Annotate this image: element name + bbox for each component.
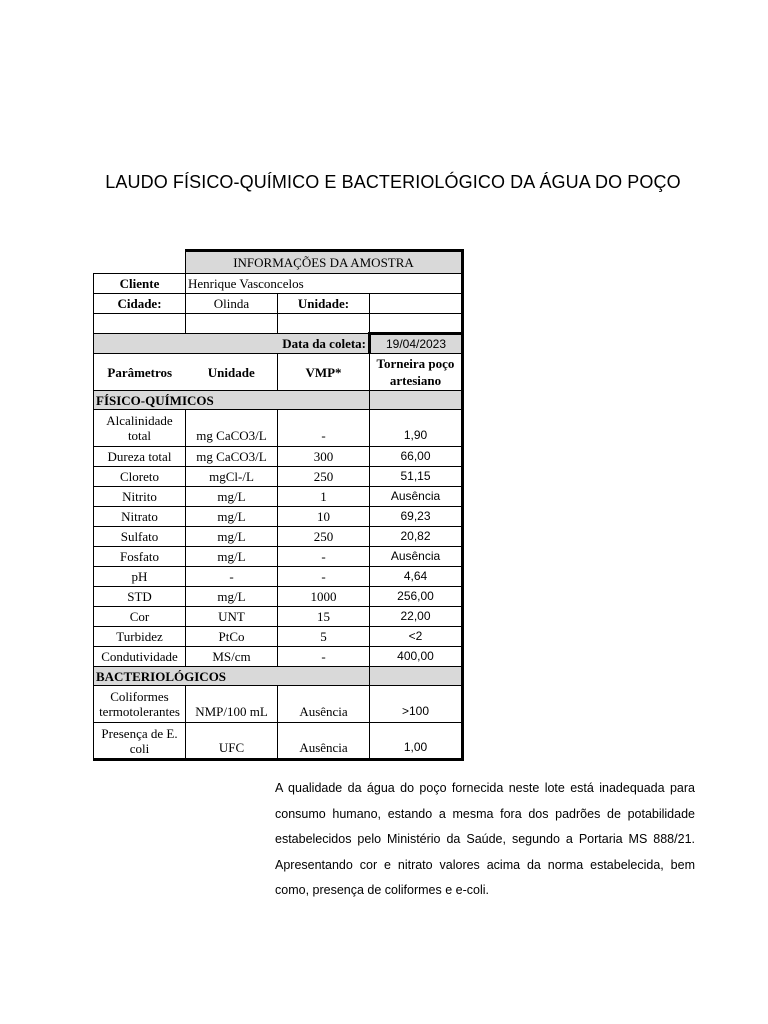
unit-cell: mg/L — [186, 547, 278, 567]
unit-cell: mg CaCO3/L — [186, 447, 278, 467]
sample-info-header-text: INFORMAÇÕES DA AMOSTRA — [233, 255, 414, 270]
value-cell: Ausência — [370, 547, 463, 567]
vmp-cell: 250 — [278, 467, 370, 487]
col-unidade: Unidade — [186, 354, 278, 391]
col-amostra: Torneira poço artesiano — [370, 354, 463, 391]
table-row — [94, 507, 463, 527]
value-cell: 69,23 — [370, 507, 463, 527]
bacterio-rows — [94, 686, 463, 760]
unit-cell: - — [186, 567, 278, 587]
table-row — [94, 567, 463, 587]
param-cell: Nitrito — [94, 487, 186, 507]
vmp-cell: 5 — [278, 627, 370, 647]
unit-cell: NMP/100 mL — [186, 686, 278, 723]
results-table — [93, 249, 464, 761]
value-cell: 20,82 — [370, 527, 463, 547]
col-parametros: Parâmetros — [94, 354, 186, 391]
cliente-value: Henrique Vasconcelos — [186, 274, 463, 294]
unit-cell: mg CaCO3/L — [186, 410, 278, 447]
table-row — [94, 607, 463, 627]
param-cell: pH — [94, 567, 186, 587]
vmp-cell: Ausência — [278, 723, 370, 760]
value-cell: 4,64 — [370, 567, 463, 587]
param-cell: Dureza total — [94, 447, 186, 467]
col-vmp: VMP* — [278, 354, 370, 391]
table-row — [94, 686, 463, 723]
unit-cell: UNT — [186, 607, 278, 627]
conclusion-text: A qualidade da água do poço fornecida neste lote está inadequada para consumo humano, estando a mesma fora dos padrões de potabilidade estabelecidos pelo Ministério da Saúde, segundo a Portaria MS 888/21. Apresentando cor e nitrato valores acima da norma estabelecida, bem como, presença de coliformes e e-coli. — [275, 781, 695, 898]
unidade-value — [370, 294, 463, 314]
value-cell: 256,00 — [370, 587, 463, 607]
param-cell: Sulfato — [94, 527, 186, 547]
cidade-value: Olinda — [186, 294, 278, 314]
unit-cell: PtCo — [186, 627, 278, 647]
value-cell: 1,00 — [370, 723, 463, 760]
vmp-cell: 300 — [278, 447, 370, 467]
param-cell: Alcalinidade total — [94, 410, 186, 447]
vmp-cell: - — [278, 547, 370, 567]
cliente-label: Cliente — [94, 274, 186, 294]
vmp-cell: 1 — [278, 487, 370, 507]
vmp-cell: - — [278, 410, 370, 447]
table-row — [94, 410, 463, 447]
table-row — [94, 647, 463, 667]
unit-cell: mgCl-/L — [186, 467, 278, 487]
document-title: LAUDO FÍSICO-QUÍMICO E BACTERIOLÓGICO DA ÁGUA DO POÇO — [105, 172, 681, 192]
param-cell: Turbidez — [94, 627, 186, 647]
param-cell: Cloreto — [94, 467, 186, 487]
param-cell: Cor — [94, 607, 186, 627]
fisico-rows — [94, 410, 463, 667]
value-cell: 400,00 — [370, 647, 463, 667]
vmp-cell: Ausência — [278, 686, 370, 723]
value-cell: <2 — [370, 627, 463, 647]
table-row — [94, 587, 463, 607]
cidade-label: Cidade: — [94, 294, 186, 314]
unit-cell: MS/cm — [186, 647, 278, 667]
table-row — [94, 447, 463, 467]
unit-cell: mg/L — [186, 487, 278, 507]
sample-info-header — [186, 251, 463, 274]
table-row — [94, 627, 463, 647]
value-cell: Ausência — [370, 487, 463, 507]
value-cell: 66,00 — [370, 447, 463, 467]
table-row — [94, 723, 463, 760]
value-cell: 51,15 — [370, 467, 463, 487]
param-cell: Fosfato — [94, 547, 186, 567]
unit-cell: mg/L — [186, 527, 278, 547]
unit-cell: mg/L — [186, 507, 278, 527]
unit-cell: UFC — [186, 723, 278, 760]
section-fisico: FÍSICO-QUÍMICOS — [94, 391, 370, 410]
vmp-cell: 250 — [278, 527, 370, 547]
value-cell: 1,90 — [370, 410, 463, 447]
table-row — [94, 527, 463, 547]
data-coleta-value: 19/04/2023 — [370, 334, 463, 354]
param-cell: Nitrato — [94, 507, 186, 527]
vmp-cell: - — [278, 647, 370, 667]
table-row — [94, 487, 463, 507]
vmp-cell: 10 — [278, 507, 370, 527]
param-cell: Presença de E. coli — [94, 723, 186, 760]
param-cell: Condutividade — [94, 647, 186, 667]
vmp-cell: 15 — [278, 607, 370, 627]
value-cell: 22,00 — [370, 607, 463, 627]
vmp-cell: 1000 — [278, 587, 370, 607]
vmp-cell: - — [278, 567, 370, 587]
unidade-label: Unidade: — [278, 294, 370, 314]
table-row — [94, 467, 463, 487]
value-cell: >100 — [370, 686, 463, 723]
param-cell: Coliformes termotolerantes — [94, 686, 186, 723]
unit-cell: mg/L — [186, 587, 278, 607]
table-row — [94, 547, 463, 567]
section-bacterio: BACTERIOLÓGICOS — [94, 667, 370, 686]
param-cell: STD — [94, 587, 186, 607]
data-coleta-label: Data da coleta: — [94, 334, 370, 354]
